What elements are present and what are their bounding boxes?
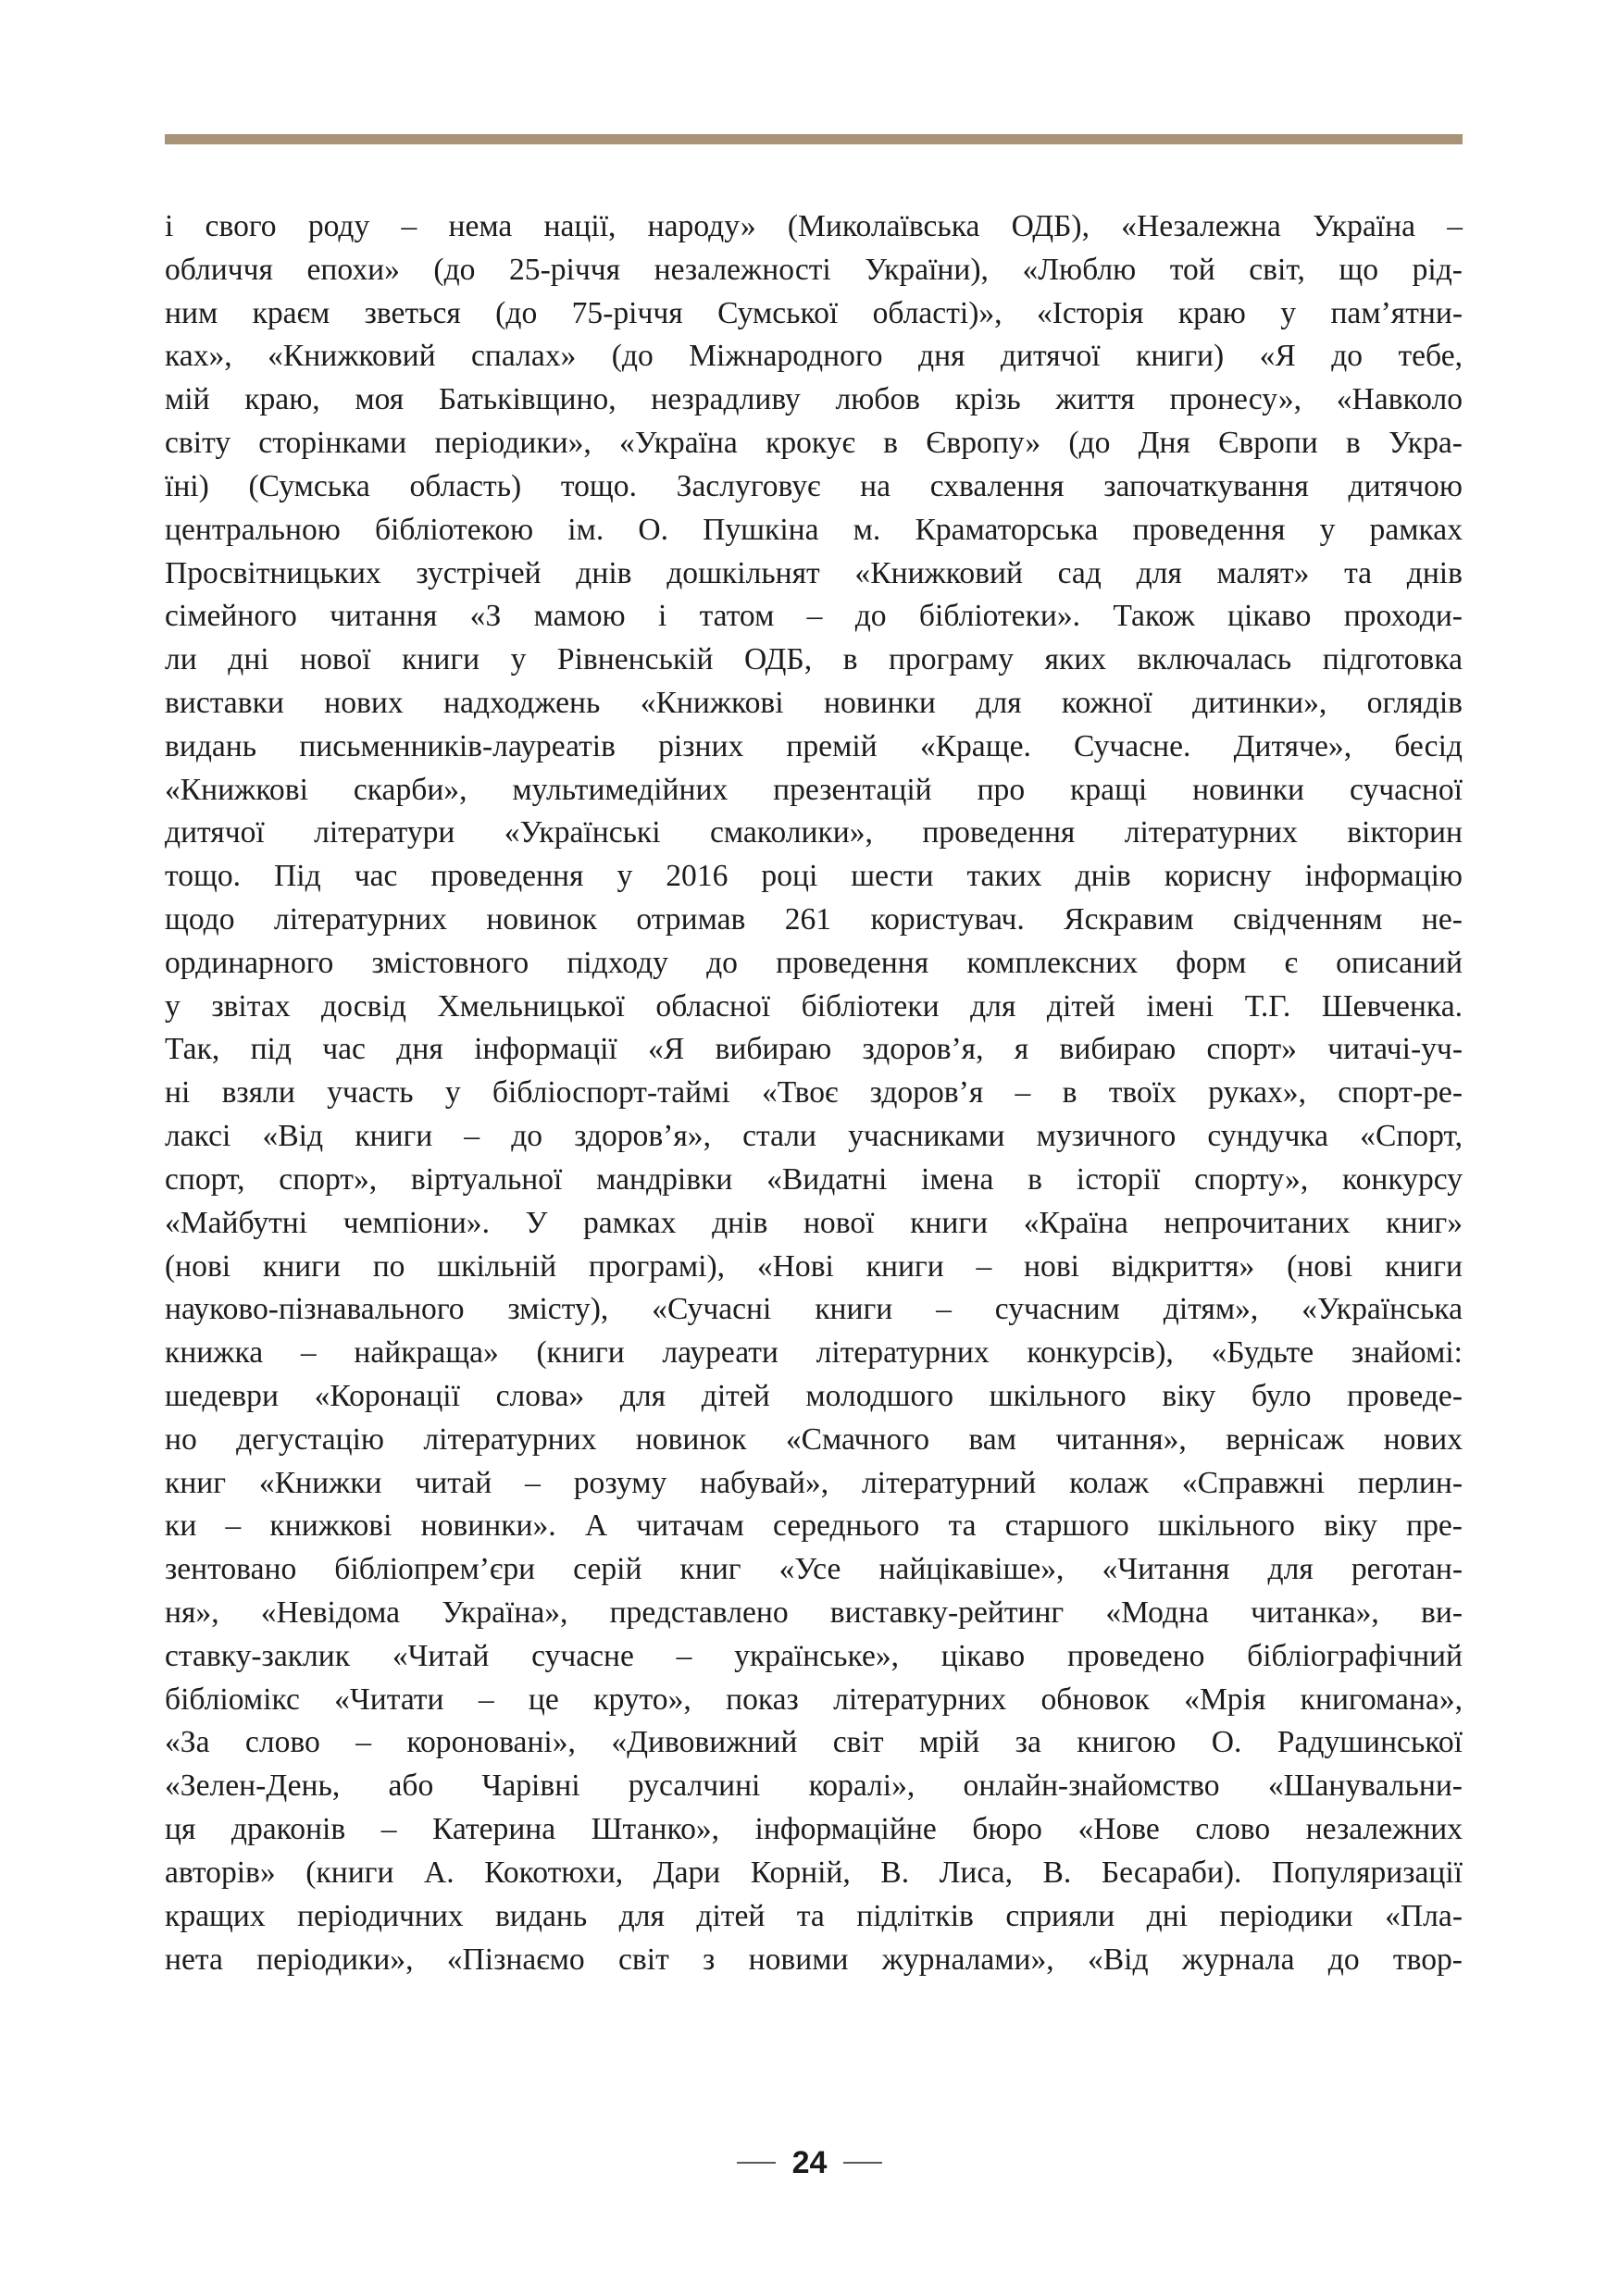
text-line: їні) (Сумська область) тощо. Заслуговує на схвалення започаткування дитячою — [165, 468, 1463, 503]
text-line: ним краєм зветься (до 75-річчя Сумської області)», «Історія краю у пам’ятни- — [165, 295, 1463, 330]
text-line: у звітах досвід Хмельницької обласної бібліотеки для дітей імені Т.Г. Шевченка. — [165, 988, 1463, 1024]
text-line: нета періодики», «Пізнаємо світ з новими журналами», «Від журнала до твор- — [165, 1942, 1463, 1977]
text-line: ках», «Книжковий спалах» (до Міжнародного дня дитячої книги) «Я до тебе, — [165, 339, 1463, 374]
text-line: тощо. Під час проведення у 2016 році шести таких днів корисну інформацію — [165, 859, 1463, 894]
text-line: світу сторінками періодики», «Україна крокує в Європу» (до Дня Європи в Укра- — [165, 426, 1463, 461]
text-line: «Зелен-День, або Чарівні русалчині коралі», онлайн-знайомство «Шанувальни- — [165, 1769, 1463, 1804]
text-line: «Майбутні чемпіони». У рамках днів нової книги «Країна непрочитаних книг» — [165, 1205, 1463, 1240]
text-line: Так, під час дня інформації «Я вибираю здоров’я, я вибираю спорт» читачі-уч- — [165, 1032, 1463, 1067]
text-line: видань письменників-лауреатів різних премій «Краще. Сучасне. Дитяче», бесід — [165, 728, 1463, 763]
text-line: сімейного читання «З мамою і татом – до бібліотеки». Також цікаво проходи- — [165, 599, 1463, 634]
text-line: центральною бібліотекою ім. О. Пушкіна м. Краматорська проведення у рамках — [165, 512, 1463, 547]
text-line: ставку-заклик «Читай сучасне – українське», цікаво проведено бібліографічний — [165, 1638, 1463, 1673]
text-line: виставки нових надходжень «Книжкові новинки для кожної дитинки», оглядів — [165, 685, 1463, 720]
text-line: зентовано бібліопрем’єри серій книг «Усе найцікавіше», «Читання для реготан- — [165, 1552, 1463, 1587]
text-line: ні взяли участь у бібліоспорт-таймі «Твоє здоров’я – в твоїх руках», спорт-ре- — [165, 1075, 1463, 1111]
footer-rule-left — [737, 2162, 776, 2164]
text-line: кращих періодичних видань для дітей та підлітків сприяли дні періодики «Пла- — [165, 1898, 1463, 1933]
text-line: ня», «Невідома Україна», представлено виставку-рейтинг «Модна читанка», ви- — [165, 1595, 1463, 1630]
text-line: обличчя епохи» (до 25-річчя незалежності України), «Люблю той світ, що рід- — [165, 252, 1463, 287]
text-line: книг «Книжки читай – розуму набувай», літературний колаж «Справжні перлин- — [165, 1465, 1463, 1500]
header-rule — [165, 134, 1463, 144]
text-line: мій краю, моя Батьківщино, незрадливу любов крізь життя пронесу», «Навколо — [165, 382, 1463, 417]
text-line: дитячої літератури «Українські смаколики», проведення літературних вікторин — [165, 815, 1463, 850]
text-line: шедеври «Коронації слова» для дітей молодшого шкільного віку було проведе- — [165, 1378, 1463, 1413]
text-line: но дегустацію літературних новинок «Смачного вам читання», вернісаж нових — [165, 1421, 1463, 1457]
text-line: і свого роду – нема нації, народу» (Миколаївська ОДБ), «Незалежна Україна – — [165, 209, 1463, 243]
text-line: ця драконів – Катерина Штанко», інформаційне бюро «Нове слово незалежних — [165, 1812, 1463, 1847]
text-line: бібліомікс «Читати – це круто», показ літературних обновок «Мрія книгомана», — [165, 1682, 1463, 1717]
text-line: книжка – найкраща» (книги лауреати літературних конкурсів), «Будьте знайомі: — [165, 1335, 1463, 1371]
text-line: авторів» (книги А. Кокотюхи, Дари Корній, В. Лиса, В. Бесараби). Популяризації — [165, 1855, 1463, 1890]
text-line: Просвітницьких зустрічей днів дошкільнят «Книжковий сад для малят» та днів — [165, 555, 1463, 590]
page-number: 24 — [791, 2144, 828, 2180]
text-line: щодо літературних новинок отримав 261 користувач. Яскравим свідченням не- — [165, 902, 1463, 937]
text-line: лаксі «Від книги – до здоров’я», стали учасниками музичного сундучка «Спорт, — [165, 1119, 1463, 1154]
text-line: «Книжкові скарби», мультимедійних презентацій про кращі новинки сучасної — [165, 772, 1463, 807]
text-line: ординарного змістовного підходу до проведення комплексних форм є описаний — [165, 945, 1463, 980]
body-text — [165, 205, 1463, 1981]
text-line: науково-пізнавального змісту), «Сучасні книги – сучасним дітям», «Українська — [165, 1292, 1463, 1327]
text-line: ки – книжкові новинки». А читачам середнього та старшого шкільного віку пре- — [165, 1508, 1463, 1544]
page-footer — [0, 2140, 1619, 2186]
text-line: ли дні нової книги у Рівненській ОДБ, в програму яких включалась підготовка — [165, 642, 1463, 677]
text-line: спорт, спорт», віртуальної мандрівки «Видатні імена в історії спорту», конкурсу — [165, 1161, 1463, 1197]
text-line: (нові книги по шкільній програмі), «Нові книги – нові відкриття» (нові книги — [165, 1248, 1463, 1284]
text-line: «За слово – короновані», «Дивовижний світ мрій за книгою О. Радушинської — [165, 1725, 1463, 1760]
footer-rule-right — [843, 2162, 882, 2164]
